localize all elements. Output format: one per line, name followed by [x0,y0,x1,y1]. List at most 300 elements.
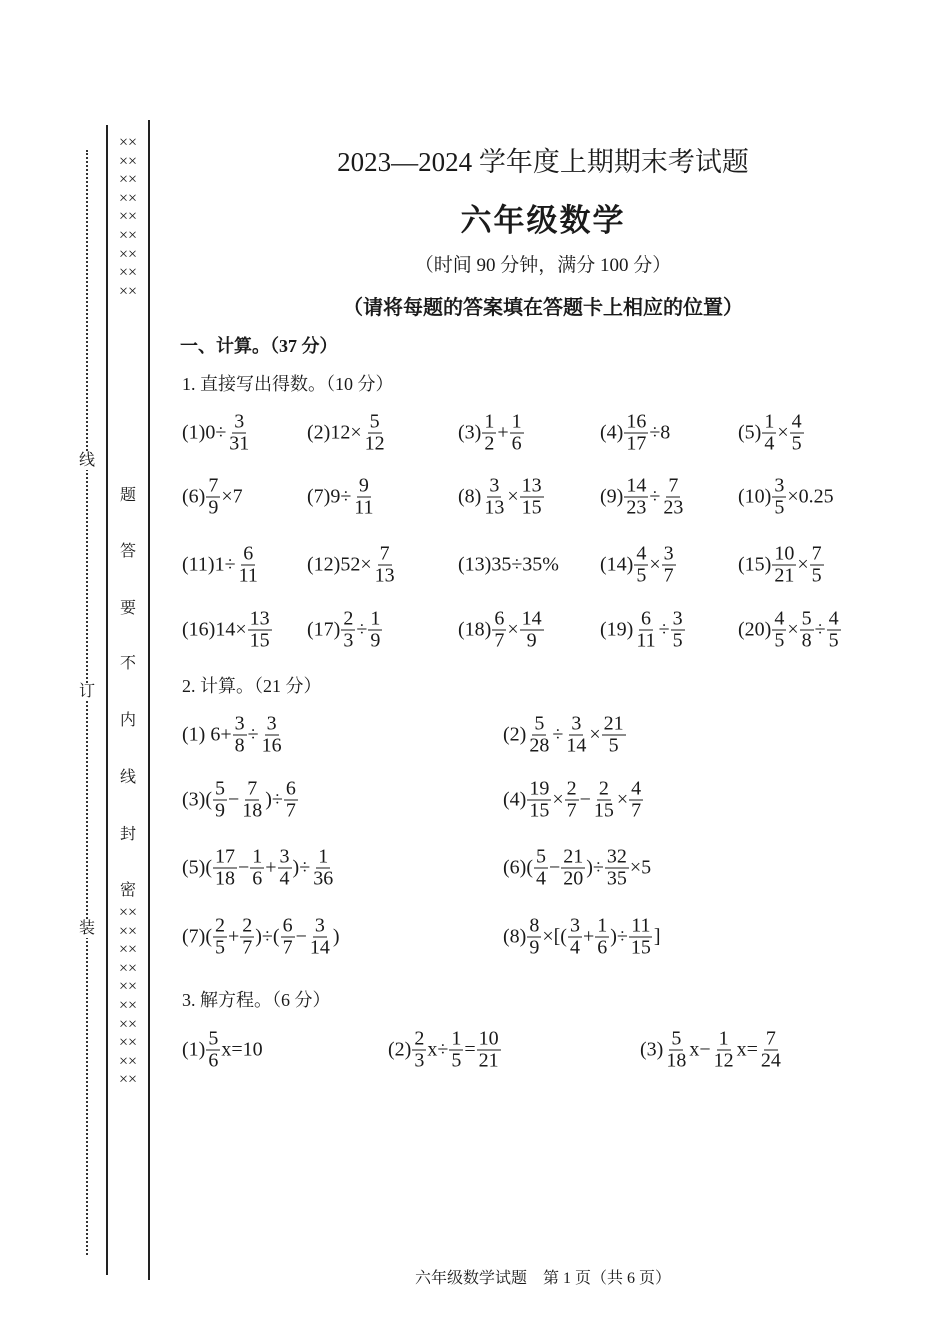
denominator: 13 [374,564,395,587]
expr-text: − [548,856,561,879]
fraction [759,1029,783,1072]
expr-text: ÷ [814,618,826,641]
q2-heading: 2. 计算。（21 分） [182,676,322,696]
numerator: 7 [379,542,390,565]
fraction [240,779,264,822]
denominator: 7 [494,629,505,652]
fraction [250,847,264,890]
numerator: 6 [640,607,651,630]
fraction [492,609,506,652]
expr-text: (20) [738,618,772,641]
oral-calc-item [458,412,525,455]
fraction [482,476,506,519]
denominator: 5 [672,629,683,652]
expr-text: (6) [182,485,206,508]
fraction [510,412,524,455]
expr-text: )÷ [586,856,604,879]
expr-text: ) [332,925,340,948]
exam-title: 2023—2024 学年度上期期末考试题 [337,147,749,177]
fraction [534,847,548,890]
denominator: 4 [535,867,546,890]
denominator: 18 [242,799,263,822]
denominator: 28 [529,734,550,757]
equation-item [640,1029,784,1072]
denominator: 9 [526,629,537,652]
numerator: 5 [801,607,812,630]
denominator: 31 [229,432,250,455]
fraction [602,714,626,757]
fraction [233,714,247,757]
numerator: 5 [535,845,546,868]
numerator: 6 [243,542,254,565]
numerator: 7 [765,1027,776,1050]
fraction [662,544,676,587]
numerator: 2 [598,777,609,800]
oral-calc-item [458,554,559,577]
expr-text: (12)52× [307,553,372,576]
numerator: 14 [626,474,647,497]
numerator: 1 [451,1027,462,1050]
numerator: 3 [672,607,683,630]
expr-text: × [649,553,661,576]
expr-text: × [777,421,789,444]
numerator: 1 [511,410,522,433]
denominator: 5 [451,1049,462,1072]
calc-item [503,779,644,822]
oral-calc-item [600,609,686,652]
numerator: 2 [343,607,354,630]
numerator: 3 [571,712,582,735]
expr-text: (3) [640,1038,664,1061]
expr-text: (3)( [182,788,212,811]
denominator: 6 [511,432,522,455]
denominator: 2 [484,432,495,455]
expr-text: (8) [458,485,482,508]
numerator: 8 [529,914,540,937]
expr-text: (10) [738,485,772,508]
fraction [213,916,227,959]
denominator: 15 [249,629,270,652]
expr-text: (2)12× [307,421,362,444]
denominator: 12 [364,432,385,455]
fraction [634,609,657,652]
oral-calc-item [458,609,545,652]
calc-item [182,916,340,959]
fraction [278,847,292,890]
fraction [661,476,685,519]
q3-heading: 3. 解方程。（6 分） [182,990,331,1010]
expr-text: × [797,553,809,576]
numerator: 10 [478,1027,499,1050]
exam-subject: 六年级数学 [460,203,626,238]
numerator: 3 [314,914,325,937]
numerator: 1 [597,914,608,937]
time-note: （时间 90 分钟，满分 100 分） [414,255,672,276]
instruction: （请将每题的答案填在答题卡上相应的位置） [343,297,743,319]
fraction [790,412,804,455]
denominator: 6 [208,1049,219,1072]
denominator: 23 [626,496,647,519]
numerator: 1 [764,410,775,433]
fraction [206,1029,220,1072]
denominator: 5 [774,629,785,652]
fraction [772,609,786,652]
binding-char: 订 [78,683,95,700]
numerator: 6 [285,777,296,800]
numerator: 3 [266,712,277,735]
numerator: 11 [631,914,651,937]
seal-char: 不 [119,655,136,672]
denominator: 7 [285,799,296,822]
expr-text: ×5 [629,856,652,879]
fraction [595,916,609,959]
fraction [800,609,814,652]
numerator: 7 [811,542,822,565]
fraction [527,779,551,822]
numerator: 3 [279,845,290,868]
oral-calc-item [182,609,273,652]
seal-x-marks-bottom: ×××××××××××××××××××× [118,904,138,1089]
denominator: 35 [606,867,627,890]
expr-text: (8) [503,925,527,948]
oral-calc-item [738,412,805,455]
fraction [206,476,220,519]
expr-text: × [589,723,601,746]
numerator: 3 [569,914,580,937]
fraction [227,412,251,455]
numerator: 17 [214,845,235,868]
denominator: 11 [238,564,258,587]
denominator: 5 [791,432,802,455]
denominator: 13 [484,496,505,519]
numerator: 5 [369,410,380,433]
equation-item [182,1029,263,1072]
expr-text: × [507,485,519,508]
fraction [213,779,227,822]
expr-text: (1)0÷ [182,421,227,444]
fraction [762,412,776,455]
denominator: 7 [242,936,253,959]
expr-text: x=10 [221,1038,263,1061]
numerator: 4 [636,542,647,565]
denominator: 24 [760,1049,781,1072]
denominator: 15 [593,799,614,822]
fraction [565,779,579,822]
oral-calc-item [600,544,677,587]
numerator: 3 [774,474,785,497]
denominator: 5 [774,496,785,519]
page-footer: 六年级数学试题 第 1 页（共 6 页） [414,1270,671,1287]
expr-text: )÷( [255,925,280,948]
denominator: 11 [636,629,656,652]
denominator: 3 [414,1049,425,1072]
expr-text: ÷ [658,618,670,641]
expr-text: (19) [600,618,634,641]
fraction [373,544,397,587]
calc-item [182,847,336,890]
fraction [352,476,375,519]
denominator: 3 [343,629,354,652]
expr-text: ÷8 [649,421,671,444]
fraction [248,609,272,652]
numerator: 4 [791,410,802,433]
oral-calc-item [307,544,398,587]
denominator: 15 [521,496,542,519]
denominator: 4 [569,936,580,959]
denominator: 18 [214,867,235,890]
oral-calc-item [738,544,825,587]
expr-text: (9) [600,485,624,508]
denominator: 6 [597,936,608,959]
fraction [827,609,841,652]
numerator: 7 [208,474,219,497]
expr-text: x÷ [427,1038,449,1061]
oral-calc-item [600,476,686,519]
numerator: 5 [534,712,545,735]
calc-item [503,847,651,890]
numerator: 3 [234,410,245,433]
seal-char: 答 [119,543,136,560]
numerator: 2 [214,914,225,937]
expr-text: × [787,618,799,641]
numerator: 7 [247,777,258,800]
seal-char: 密 [119,882,136,899]
denominator: 18 [666,1049,687,1072]
expr-text: x= [736,1038,758,1061]
fraction [712,1029,736,1072]
denominator: 8 [801,629,812,652]
numerator: 3 [663,542,674,565]
expr-text: )÷ [292,856,311,879]
numerator: 3 [234,712,245,735]
calc-item [182,779,299,822]
fraction [772,476,786,519]
denominator: 7 [663,564,674,587]
oral-calc-item [307,609,383,652]
denominator: 9 [208,496,219,519]
fraction [311,847,335,890]
numerator: 5 [214,777,225,800]
expr-text: × [616,788,629,811]
expr-text: − [295,925,307,948]
denominator: 15 [529,799,550,822]
oral-calc-item [307,476,377,519]
numerator: 1 [370,607,381,630]
fraction [260,714,284,757]
seal-char: 要 [119,600,136,617]
binding-char: 装 [78,920,95,937]
denominator: 11 [354,496,374,519]
expr-text: (2) [388,1038,412,1061]
equation-item [388,1029,502,1072]
fraction [592,779,616,822]
denominator: 7 [566,799,577,822]
expr-text: = [464,1038,476,1061]
numerator: 4 [631,777,642,800]
denominator: 4 [764,432,775,455]
expr-text: − [227,788,240,811]
fraction [477,1029,501,1072]
expr-text: (7)9÷ [307,485,352,508]
expr-text: (14) [600,553,634,576]
numerator: 21 [603,712,624,735]
q1-heading: 1. 直接写出得数。（10 分） [182,374,394,394]
seal-char: 题 [119,487,136,504]
expr-text: )÷ [265,788,283,811]
numerator: 16 [626,410,647,433]
numerator: 5 [208,1027,219,1050]
expr-text: ÷ [552,723,564,746]
denominator: 9 [214,799,225,822]
numerator: 13 [521,474,542,497]
numerator: 1 [484,410,495,433]
binding-char: 线 [78,452,95,469]
expr-text: ×7 [221,485,243,508]
fraction [237,544,260,587]
denominator: 5 [828,629,839,652]
fraction [664,1029,688,1072]
denominator: 12 [713,1049,734,1072]
fraction [561,847,585,890]
expr-text: (6)( [503,856,533,879]
expr-text: (11)1÷ [182,553,236,576]
numerator: 6 [494,607,505,630]
expr-text: (18) [458,618,492,641]
expr-text: + [265,856,277,879]
numerator: 2 [566,777,577,800]
denominator: 8 [234,734,245,757]
fraction [520,476,544,519]
oral-calc-item [182,544,261,587]
numerator: 21 [563,845,584,868]
fraction [520,609,544,652]
fraction [412,1029,426,1072]
denominator: 23 [663,496,684,519]
seal-char: 线 [119,769,136,786]
expr-text: x− [689,1038,711,1061]
fraction [564,714,588,757]
fraction [341,609,355,652]
fraction [629,779,643,822]
calc-item [503,916,661,959]
fraction [284,779,298,822]
denominator: 5 [214,936,225,959]
seal-char: 封 [119,826,136,843]
numerator: 1 [318,845,329,868]
calc-item [182,714,285,757]
fraction [308,916,332,959]
numerator: 4 [828,607,839,630]
numerator: 1 [718,1027,729,1050]
denominator: 21 [774,564,795,587]
expr-text: (2) [503,723,527,746]
numerator: 14 [521,607,542,630]
expr-text: (17) [307,618,341,641]
expr-text: × [507,618,519,641]
expr-text: (4) [600,421,624,444]
expr-text: + [227,925,240,948]
oral-calc-item [738,476,834,519]
fraction [527,714,551,757]
expr-text: × [552,788,564,811]
expr-text: ] [653,925,661,948]
numerator: 4 [774,607,785,630]
fraction [568,916,582,959]
numerator: 10 [774,542,795,565]
fraction [281,916,295,959]
oral-calc-item [307,412,388,455]
denominator: 9 [370,629,381,652]
fraction [772,544,796,587]
part1-heading: 一、计算。（37 分） [180,336,338,356]
numerator: 3 [489,474,500,497]
fraction [624,476,648,519]
denominator: 4 [279,867,290,890]
denominator: 36 [313,867,334,890]
denominator: 17 [626,432,647,455]
numerator: 9 [358,474,369,497]
denominator: 20 [563,867,584,890]
expr-text: (13)35÷35% [458,553,559,576]
denominator: 14 [309,936,330,959]
expr-text: ÷ [356,618,368,641]
expr-text: (5)( [182,856,212,879]
expr-text: ×0.25 [787,485,834,508]
fraction [213,847,237,890]
denominator: 5 [608,734,619,757]
fraction [527,916,541,959]
oral-calc-item [182,476,243,519]
oral-calc-item [600,412,670,455]
expr-text: (5) [738,421,762,444]
denominator: 7 [282,936,293,959]
numerator: 7 [668,474,679,497]
fraction [240,916,254,959]
denominator: 9 [529,936,540,959]
expr-text: (15) [738,553,772,576]
expr-text: ×[( [542,925,567,948]
expr-text: )÷ [610,925,628,948]
denominator: 21 [478,1049,499,1072]
oral-calc-item [182,412,252,455]
calc-item [503,714,627,757]
expr-text: + [497,421,509,444]
denominator: 7 [631,799,642,822]
numerator: 19 [529,777,550,800]
fraction [810,544,824,587]
expr-text: (1) [182,1038,206,1061]
expr-text: (7)( [182,925,212,948]
numerator: 2 [414,1027,425,1050]
fraction [634,544,648,587]
fraction [671,609,685,652]
denominator: 6 [252,867,263,890]
fraction [624,412,648,455]
fraction [605,847,629,890]
expr-text: + [582,925,595,948]
expr-text: ÷ [649,485,661,508]
fraction [363,412,387,455]
oral-calc-item [738,609,842,652]
numerator: 2 [242,914,253,937]
expr-text: (4) [503,788,527,811]
fraction [482,412,496,455]
seal-char: 内 [119,712,136,729]
denominator: 16 [261,734,282,757]
numerator: 6 [282,914,293,937]
numerator: 32 [606,845,627,868]
numerator: 5 [671,1027,682,1050]
